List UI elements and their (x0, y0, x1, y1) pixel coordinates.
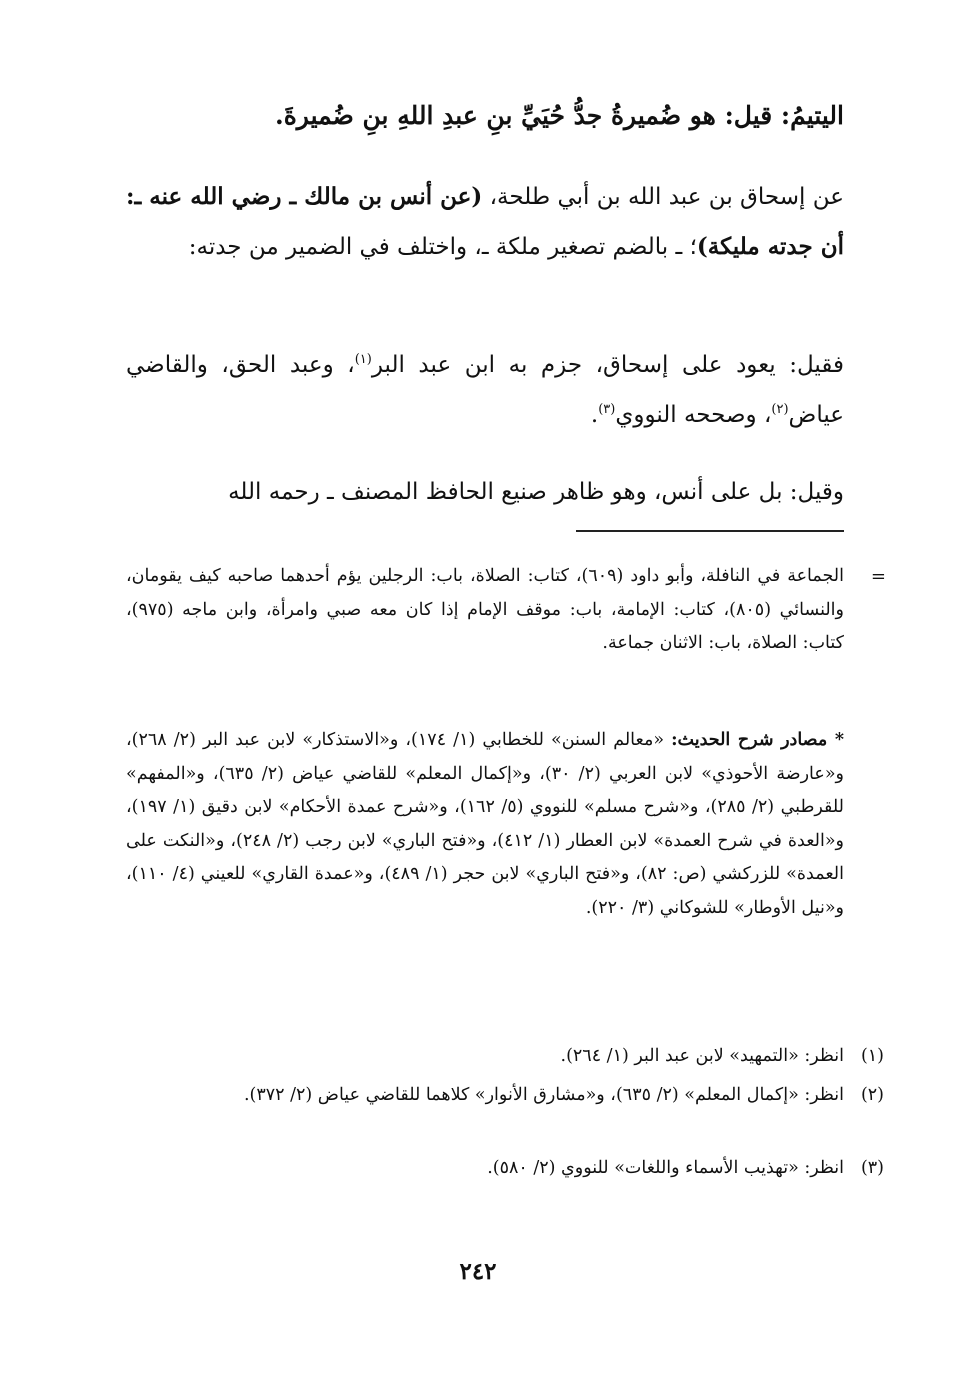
footnote-number: (١) (860, 1046, 884, 1066)
continuation-text: الجماعة في النافلة، وأبو داود (٦٠٩)، كتاب: الصلاة، باب: الرجلين يؤم أحدهما صاحبه كيف يقومان، والنسائي (٨٠٥)، كتاب: الإمامة، باب: موقف الإمام إذا كان معه صبي وامرأة، وابن ماجه (٩٧٥)، كتاب: الصلاة، باب: الاثنان جماعة. (126, 566, 844, 653)
continuation-mark: = (870, 566, 886, 587)
sources-label: * مصادر شرح الحديث: (671, 730, 844, 750)
main-paragraph-first-opinion (126, 340, 844, 440)
first-opinion-text-d: . (590, 402, 599, 428)
hadith-chain-text: عن إسحاق بن عبد الله بن أبي طلحة، (482, 184, 844, 210)
footnote-2 (126, 1079, 884, 1113)
first-opinion-text-c: ، وصححه النووي (615, 402, 772, 428)
main-paragraph-second-opinion (126, 470, 844, 514)
footnote-ref-2[interactable]: (٢) (771, 402, 789, 417)
footnote-1 (126, 1040, 884, 1074)
footnote-number: (٢) (860, 1085, 884, 1105)
orphan-definition-text: اليتيمُ: قيل: هو ضُميرةُ جدُّ حُيَيِّ بنِ عبدِ اللهِ بنِ ضُميرةَ. (274, 101, 844, 130)
first-opinion-text-b: ، وعبد الحق، والقاضي عياض (126, 352, 844, 428)
page-number: ٢٤٢ (459, 1258, 497, 1285)
footnote-3 (126, 1152, 884, 1186)
footnote-number: (٣) (860, 1158, 884, 1178)
main-paragraph-hadith (126, 172, 844, 272)
hadith-commentary-text: ؛ ـ بالضم تصغير ملكة ـ، واختلف في الضمير من جدته: (188, 234, 697, 260)
footnote-text: انظر: «تهذيب الأسماء واللغات» للنووي (٢/ ٥٨٠). (487, 1158, 844, 1178)
footnote-ref-3[interactable]: (٣) (598, 402, 616, 417)
main-paragraph-orphan-definition (126, 94, 844, 138)
footnote-ref-1[interactable]: (١) (354, 352, 372, 367)
footnote-sources (126, 724, 844, 925)
first-opinion-text-a: فقيل: يعود على إسحاق، جزم به ابن عبد البر (371, 352, 844, 378)
hadith-matn-text: (عن أنس بن مالك ـ رضي الله عنه ـ: أن جدته مليكة) (126, 183, 844, 260)
footnote-divider (576, 530, 844, 532)
second-opinion-text: وقيل: بل على أنس، وهو ظاهر صنيع الحافظ المصنف ـ رحمه الله (228, 479, 844, 505)
footnote-continuation (126, 560, 886, 661)
sources-text: «معالم السنن» للخطابي (١/ ١٧٤)، و«الاستذكار» لابن عبد البر (٢/ ٢٦٨)، و«عارضة الأحوذي» لابن العربي (٢/ ٣٠)، و«إكمال المعلم» للقاضي عياض (٢/ ٦٣٥)، و«المفهم» للقرطبي (٢/ ٢٨٥)، و«شرح مسلم» للنووي (٥/ ١٦٢)، و«شرح عمدة الأحكام» لابن دقيق (١/ ١٩٧)، و«العدة في شرح العمدة» لابن العطار (١/ ٤١٢)، و«فتح الباري» لابن رجب (٢/ ٢٤٨)، و«النكت على العمدة» للزركشي (ص: ٨٢)، و«فتح الباري» لابن حجر (١/ ٤٨٩)، و«عمدة القاري» للعيني (٤/ ١١٠)، و«نيل الأوطار» للشوكاني (٣/ ٢٢٠). (126, 730, 845, 918)
footnote-text: انظر: «إكمال المعلم» (٢/ ٦٣٥)، و«مشارق الأنوار» كلاهما للقاضي عياض (٢/ ٣٧٢). (243, 1085, 844, 1105)
footnote-text: انظر: «التمهيد» لابن عبد البر (١/ ٢٦٤). (560, 1046, 844, 1066)
